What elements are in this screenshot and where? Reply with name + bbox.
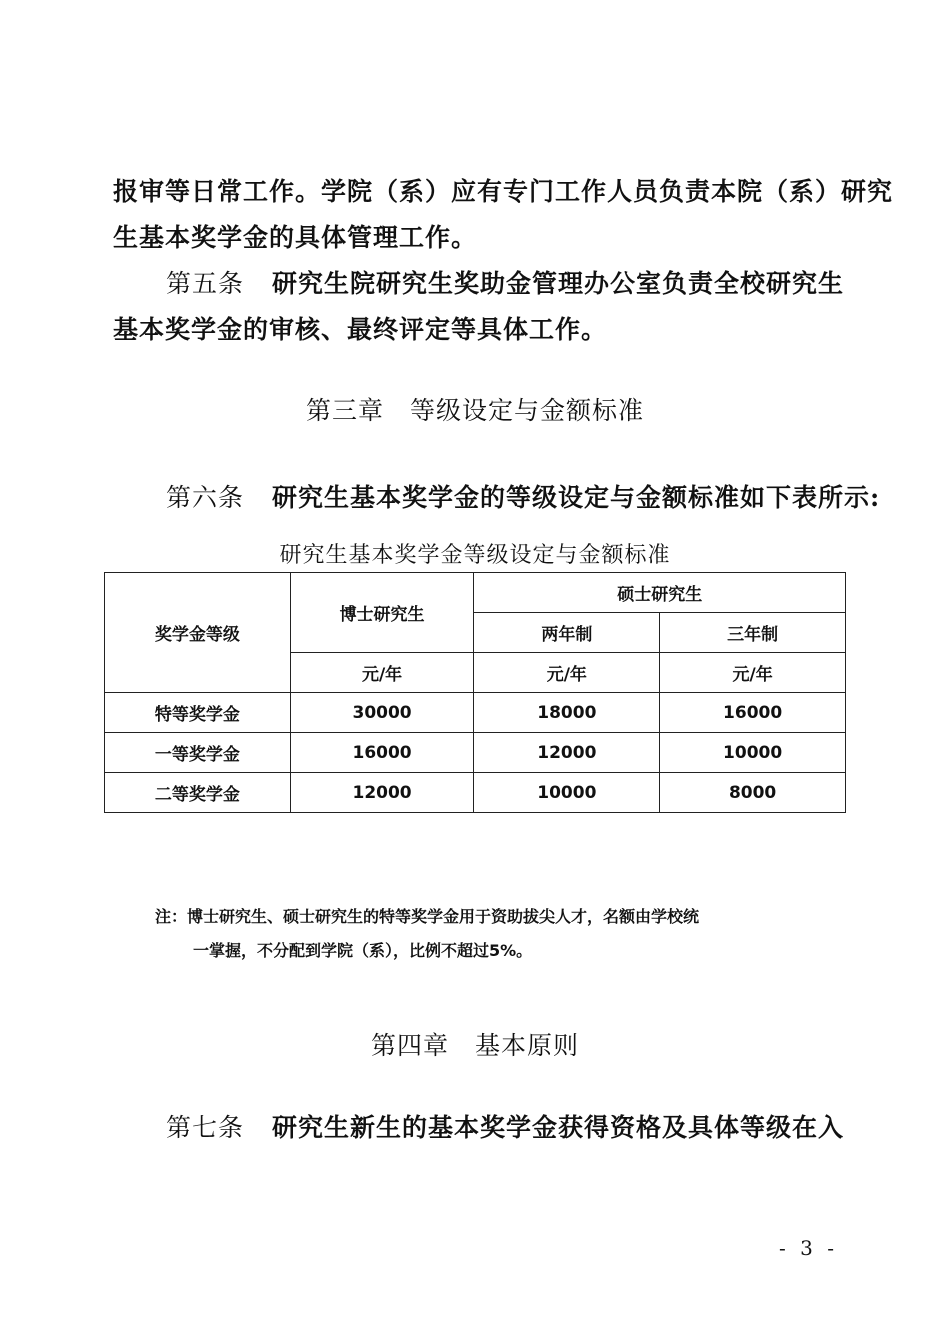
table-row <box>105 733 846 773</box>
header-three-year: 三年制 <box>660 613 846 653</box>
unit-three-year: 元/年 <box>660 653 846 693</box>
article-5-line2: 基本奖学金的审核、最终评定等具体工作。 <box>113 315 608 344</box>
scholarship-table <box>104 572 846 813</box>
row-level: 特等奖学金 <box>105 693 291 733</box>
header-master: 硕士研究生 <box>474 573 846 613</box>
article-5-label: 第五条 <box>166 269 245 298</box>
note-line1: 注：博士研究生、硕士研究生的特等奖学金用于资助拔尖人才，名额由学校统 <box>155 907 700 926</box>
article-6-label: 第六条 <box>166 483 245 512</box>
chapter-3-heading: 第三章 等级设定与金额标准 <box>305 396 644 425</box>
row-three-year: 16000 <box>660 693 846 733</box>
row-phd: 12000 <box>290 773 474 813</box>
note-line2: 一掌握，不分配到学院（系），比例不超过5%。 <box>193 941 533 960</box>
unit-phd: 元/年 <box>290 653 474 693</box>
row-level: 二等奖学金 <box>105 773 291 813</box>
article-5-line1 <box>166 264 844 300</box>
article-6 <box>166 478 880 514</box>
unit-two-year: 元/年 <box>474 653 660 693</box>
page-number: - 3 - <box>779 1236 838 1260</box>
paragraph-line: 报审等日常工作。学院（系）应有专门工作人员负责本院（系）研究 <box>113 177 894 206</box>
row-three-year: 10000 <box>660 733 846 773</box>
paragraph-line: 生基本奖学金的具体管理工作。 <box>113 223 478 252</box>
article-6-text: 研究生基本奖学金的等级设定与金额标准如下表所示: <box>272 483 881 512</box>
table-caption: 研究生基本奖学金等级设定与金额标准 <box>279 543 671 568</box>
article-7 <box>166 1108 844 1144</box>
row-phd: 16000 <box>290 733 474 773</box>
row-level: 一等奖学金 <box>105 733 291 773</box>
article-7-label: 第七条 <box>166 1113 245 1142</box>
row-two-year: 12000 <box>474 733 660 773</box>
article-7-text: 研究生新生的基本奖学金获得资格及具体等级在入 <box>272 1113 845 1142</box>
chapter-4-heading: 第四章 基本原则 <box>370 1031 579 1060</box>
header-phd: 博士研究生 <box>290 573 474 653</box>
row-two-year: 10000 <box>474 773 660 813</box>
row-two-year: 18000 <box>474 693 660 733</box>
table-row <box>105 693 846 733</box>
header-level: 奖学金等级 <box>105 573 291 693</box>
header-two-year: 两年制 <box>474 613 660 653</box>
row-phd: 30000 <box>290 693 474 733</box>
table-row <box>105 773 846 813</box>
row-three-year: 8000 <box>660 773 846 813</box>
article-5-text: 研究生院研究生奖助金管理办公室负责全校研究生 <box>272 269 845 298</box>
